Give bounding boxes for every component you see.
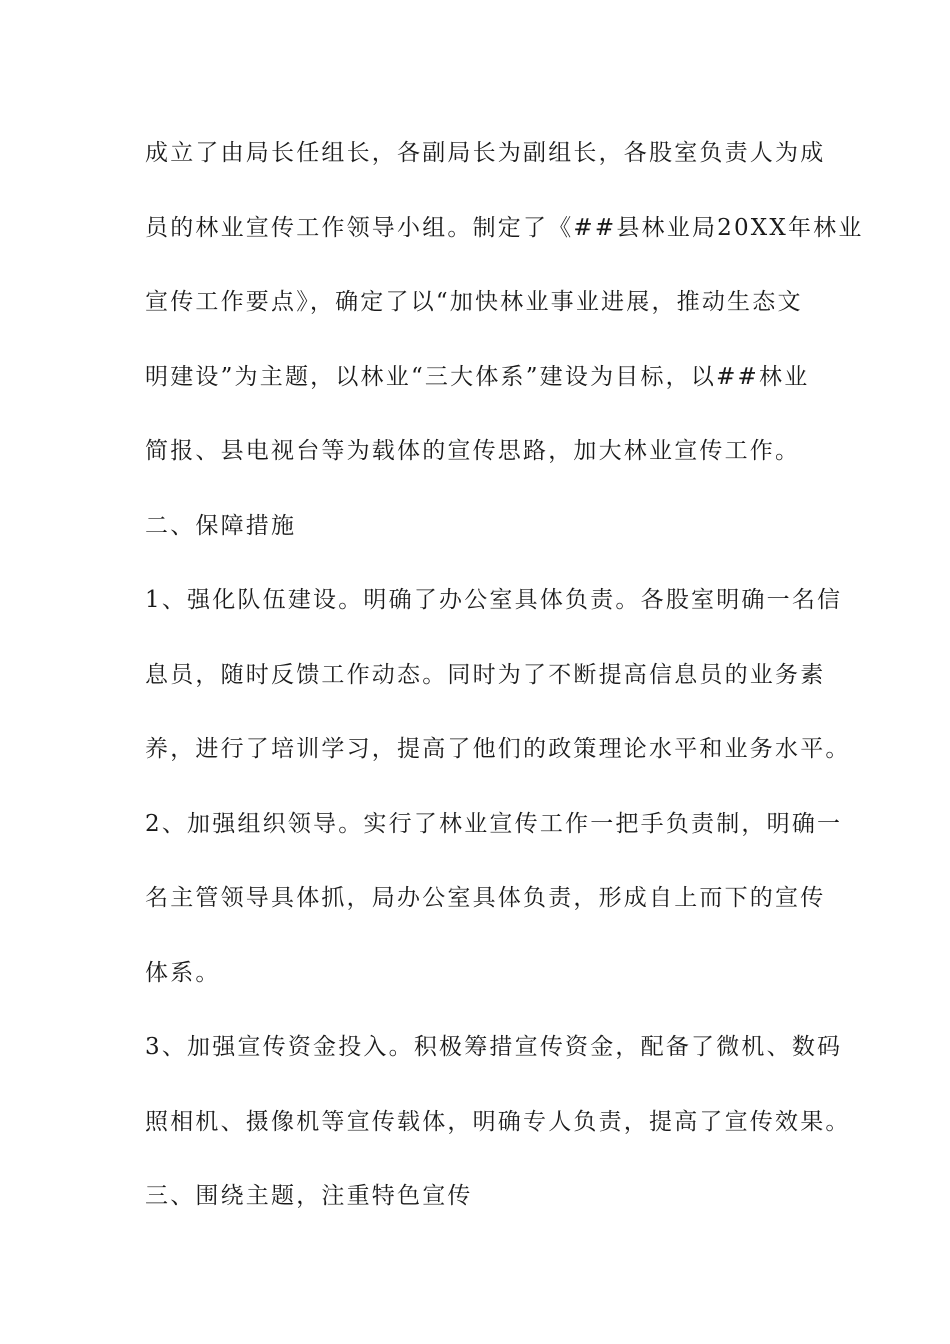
- text-line: 员的林业宣传工作领导小组。制定了《##县林业局20XX年林业: [145, 214, 864, 241]
- text-line: 养，进行了培训学习，提高了他们的政策理论水平和业务水平。: [145, 736, 851, 762]
- text-line: 简报、县电视台等为载体的宣传思路，加大林业宣传工作。: [145, 438, 801, 464]
- text-line: 2、加强组织领导。实行了林业宣传工作一把手负责制，明确一: [145, 810, 843, 837]
- section-heading: 二、保障措施: [145, 512, 297, 539]
- text-line: 3、加强宣传资金投入。积极筹措宣传资金，配备了微机、数码: [145, 1034, 843, 1060]
- text-line: 明建设”为主题，以林业“三大体系”建设为目标，以##林业: [145, 363, 810, 390]
- text-line: 体系。: [145, 959, 221, 986]
- text-line: 宣传工作要点》，确定了以“加快林业事业进展，推动生态文: [145, 289, 803, 315]
- text-line: 成立了由局长任组长，各副局长为副组长，各股室负责人为成: [145, 140, 826, 166]
- text-line: 1、强化队伍建设。明确了办公室具体负责。各股室明确一名信: [145, 587, 843, 613]
- text-line: 名主管领导具体抓，局办公室具体负责，形成自上而下的宣传: [145, 885, 826, 911]
- text-line: 照相机、摄像机等宣传载体，明确专人负责，提高了宣传效果。: [145, 1108, 851, 1135]
- section-heading: 三、围绕主题，注重特色宣传: [145, 1183, 473, 1209]
- body-text: [145, 128, 864, 1246]
- text-line: 息员，随时反馈工作动态。同时为了不断提高信息员的业务素: [145, 661, 826, 688]
